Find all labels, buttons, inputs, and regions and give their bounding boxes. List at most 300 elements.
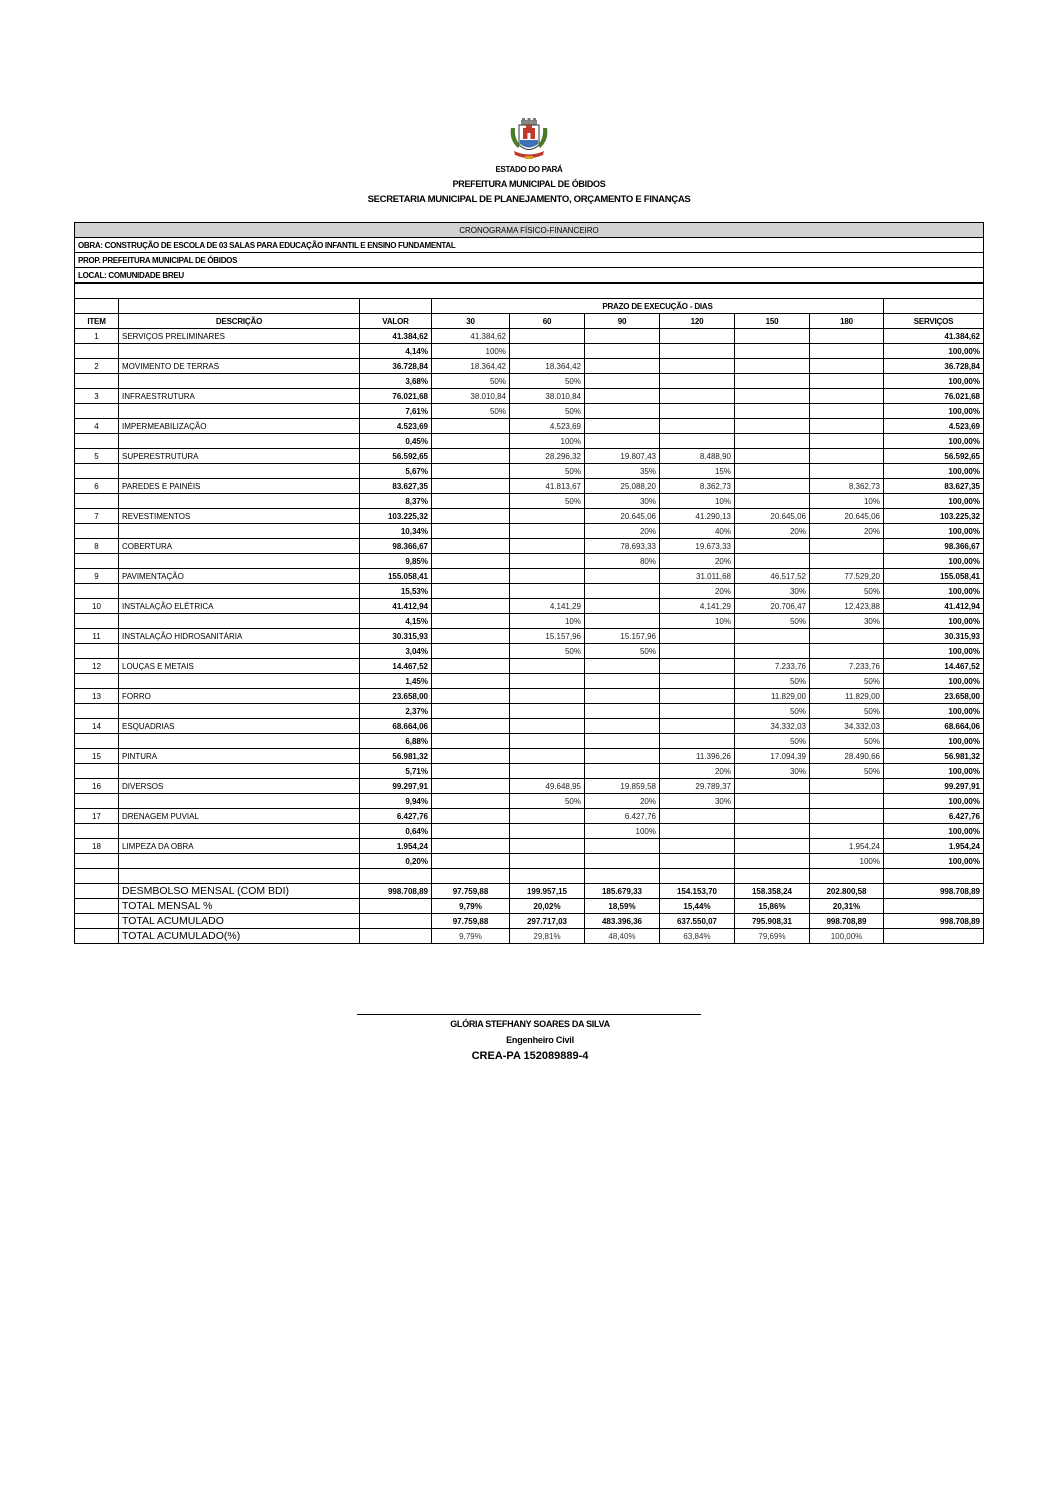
item-description: PINTURA <box>119 749 360 764</box>
period-value <box>585 419 660 434</box>
period-value <box>432 419 510 434</box>
item-services-total: 98.366,67 <box>884 539 984 554</box>
item-value-percent: 3,68% <box>360 374 432 389</box>
period-value: 18.364,42 <box>432 359 510 374</box>
header-blank <box>75 299 119 314</box>
item-percent-row <box>75 494 984 509</box>
period-value <box>810 329 884 344</box>
period-value <box>735 449 810 464</box>
totals-period-value: 15,44% <box>660 899 735 914</box>
period-percent: 10% <box>810 494 884 509</box>
period-percent <box>660 854 735 869</box>
period-percent: 20% <box>585 794 660 809</box>
period-value <box>660 809 735 824</box>
period-value: 28.490,66 <box>810 749 884 764</box>
department-name: SECRETARIA MUNICIPAL DE PLANEJAMENTO, ORÇAMENTO E FINANÇAS <box>367 194 691 205</box>
item-number: 1 <box>75 329 119 344</box>
item-percent-row <box>75 434 984 449</box>
totals-period-value: 63,84% <box>660 929 735 944</box>
item-number: 11 <box>75 629 119 644</box>
col-period-60: 60 <box>510 314 585 329</box>
item-description: PAVIMENTAÇÃO <box>119 569 360 584</box>
item-value-percent: 9,85% <box>360 554 432 569</box>
item-row <box>75 809 984 824</box>
period-value <box>432 659 510 674</box>
period-percent <box>660 344 735 359</box>
empty-cell <box>119 374 360 389</box>
period-value <box>432 629 510 644</box>
period-percent: 50% <box>510 464 585 479</box>
item-value-percent: 0,20% <box>360 854 432 869</box>
period-value: 41.290,13 <box>660 509 735 524</box>
period-value: 19.673,33 <box>660 539 735 554</box>
period-value <box>810 419 884 434</box>
item-services-total: 6.427,76 <box>884 809 984 824</box>
item-percent-row <box>75 614 984 629</box>
period-percent: 20% <box>660 764 735 779</box>
item-percent-row <box>75 854 984 869</box>
period-value <box>660 839 735 854</box>
period-value <box>510 569 585 584</box>
col-valor: VALOR <box>360 314 432 329</box>
empty-cell <box>75 884 119 899</box>
period-value: 20.645,06 <box>810 509 884 524</box>
period-percent: 100% <box>810 854 884 869</box>
item-number: 7 <box>75 509 119 524</box>
totals-period-value: 15,86% <box>735 899 810 914</box>
empty-cell <box>75 524 119 539</box>
empty-cell <box>75 899 119 914</box>
item-row <box>75 599 984 614</box>
col-period-180: 180 <box>810 314 884 329</box>
period-percent <box>735 464 810 479</box>
item-number: 18 <box>75 839 119 854</box>
item-value: 98.366,67 <box>360 539 432 554</box>
item-value-percent: 6,88% <box>360 734 432 749</box>
period-value <box>510 659 585 674</box>
period-value <box>432 569 510 584</box>
period-value <box>810 389 884 404</box>
period-percent <box>735 494 810 509</box>
item-description: ESQUADRIAS <box>119 719 360 734</box>
schedule-table <box>74 222 984 944</box>
item-services-percent: 100,00% <box>884 794 984 809</box>
period-percent: 30% <box>810 614 884 629</box>
period-percent <box>432 794 510 809</box>
item-services-total: 23.658,00 <box>884 689 984 704</box>
item-services-percent: 100,00% <box>884 494 984 509</box>
col-period-120: 120 <box>660 314 735 329</box>
item-services-percent: 100,00% <box>884 734 984 749</box>
period-value: 4.523,69 <box>510 419 585 434</box>
totals-period-value: 20,31% <box>810 899 884 914</box>
period-value: 78.693,33 <box>585 539 660 554</box>
period-value <box>432 509 510 524</box>
totals-label: TOTAL ACUMULADO(%) <box>119 929 360 944</box>
empty-cell <box>119 344 360 359</box>
item-services-total: 56.981,32 <box>884 749 984 764</box>
item-description: INSTALAÇÃO HIDROSANITÁRIA <box>119 629 360 644</box>
item-services-percent: 100,00% <box>884 824 984 839</box>
period-percent: 50% <box>432 374 510 389</box>
item-value: 14.467,52 <box>360 659 432 674</box>
empty-cell <box>360 869 432 884</box>
item-value-percent: 1,45% <box>360 674 432 689</box>
period-percent <box>510 734 585 749</box>
totals-period-value: 998.708,89 <box>810 914 884 929</box>
item-description: INSTALAÇÃO ELÉTRICA <box>119 599 360 614</box>
totals-services <box>884 899 984 914</box>
period-value: 7.233,76 <box>810 659 884 674</box>
item-value: 155.058,41 <box>360 569 432 584</box>
period-value: 4.141,29 <box>660 599 735 614</box>
item-services-total: 30.315,93 <box>884 629 984 644</box>
totals-value: 998.708,89 <box>360 884 432 899</box>
totals-period-value: 297.717,03 <box>510 914 585 929</box>
item-number: 8 <box>75 539 119 554</box>
item-number: 15 <box>75 749 119 764</box>
period-percent <box>585 614 660 629</box>
proponent-line: PROP. PREFEITURA MUNICIPAL DE ÓBIDOS <box>75 253 984 268</box>
period-percent <box>510 584 585 599</box>
item-value: 6.427,76 <box>360 809 432 824</box>
period-percent <box>735 404 810 419</box>
period-percent: 50% <box>432 404 510 419</box>
item-value: 36.728,84 <box>360 359 432 374</box>
empty-cell <box>119 614 360 629</box>
period-value <box>735 779 810 794</box>
period-value <box>510 539 585 554</box>
period-value <box>585 719 660 734</box>
period-value <box>585 839 660 854</box>
item-services-total: 4.523,69 <box>884 419 984 434</box>
period-percent: 20% <box>585 524 660 539</box>
item-value: 41.412,94 <box>360 599 432 614</box>
period-value <box>432 839 510 854</box>
item-services-total: 41.384,62 <box>884 329 984 344</box>
period-value <box>735 629 810 644</box>
item-row <box>75 359 984 374</box>
item-value: 99.297,91 <box>360 779 432 794</box>
empty-cell <box>585 869 660 884</box>
period-percent <box>510 854 585 869</box>
totals-value <box>360 929 432 944</box>
empty-cell <box>75 914 119 929</box>
item-value-percent: 15,53% <box>360 584 432 599</box>
item-percent-row <box>75 524 984 539</box>
empty-cell <box>660 869 735 884</box>
totals-row <box>75 884 984 899</box>
period-percent: 50% <box>810 734 884 749</box>
period-percent <box>432 464 510 479</box>
totals-value <box>360 914 432 929</box>
period-value: 15.157,96 <box>510 629 585 644</box>
period-percent: 10% <box>660 494 735 509</box>
period-percent: 30% <box>585 494 660 509</box>
item-value-percent: 4,15% <box>360 614 432 629</box>
period-percent <box>432 704 510 719</box>
empty-cell <box>75 434 119 449</box>
empty-cell <box>119 584 360 599</box>
period-value <box>810 359 884 374</box>
period-value: 38.010,84 <box>510 389 585 404</box>
item-percent-row <box>75 794 984 809</box>
item-number: 3 <box>75 389 119 404</box>
col-item: ITEM <box>75 314 119 329</box>
period-percent <box>432 764 510 779</box>
period-value <box>432 719 510 734</box>
header-blank <box>360 299 432 314</box>
period-percent: 50% <box>585 644 660 659</box>
signature-line <box>357 1014 701 1015</box>
item-services-total: 76.021,68 <box>884 389 984 404</box>
item-services-percent: 100,00% <box>884 644 984 659</box>
state-name: ESTADO DO PARÁ <box>495 165 563 174</box>
totals-period-value: 97.759,88 <box>432 884 510 899</box>
empty-cell <box>75 644 119 659</box>
period-value <box>585 749 660 764</box>
totals-period-value: 20,02% <box>510 899 585 914</box>
period-percent <box>510 554 585 569</box>
period-value: 20.645,06 <box>585 509 660 524</box>
empty-cell <box>75 674 119 689</box>
col-period-90: 90 <box>585 314 660 329</box>
item-value: 56.592,65 <box>360 449 432 464</box>
item-percent-row <box>75 704 984 719</box>
item-description: COBERTURA <box>119 539 360 554</box>
empty-cell <box>75 734 119 749</box>
item-description: REVESTIMENTOS <box>119 509 360 524</box>
item-description: SUPERESTRUTURA <box>119 449 360 464</box>
empty-cell <box>119 794 360 809</box>
period-percent: 50% <box>510 494 585 509</box>
item-services-percent: 100,00% <box>884 584 984 599</box>
item-row <box>75 689 984 704</box>
period-percent <box>735 554 810 569</box>
item-row <box>75 329 984 344</box>
period-value: 1.954,24 <box>810 839 884 854</box>
period-value <box>735 329 810 344</box>
period-value <box>660 419 735 434</box>
item-services-total: 68.664,06 <box>884 719 984 734</box>
period-percent <box>810 344 884 359</box>
item-description: DRENAGEM PUVIAL <box>119 809 360 824</box>
period-value: 11.396,26 <box>660 749 735 764</box>
period-value <box>735 419 810 434</box>
totals-period-value: 637.550,07 <box>660 914 735 929</box>
period-value <box>810 779 884 794</box>
period-percent <box>510 704 585 719</box>
item-row <box>75 659 984 674</box>
period-percent: 100% <box>510 434 585 449</box>
period-value: 46.517,52 <box>735 569 810 584</box>
totals-label: TOTAL ACUMULADO <box>119 914 360 929</box>
period-percent: 35% <box>585 464 660 479</box>
period-percent: 50% <box>735 674 810 689</box>
item-value-percent: 10,34% <box>360 524 432 539</box>
period-percent: 30% <box>735 764 810 779</box>
item-number: 4 <box>75 419 119 434</box>
item-description: LOUÇAS E METAIS <box>119 659 360 674</box>
item-percent-row <box>75 644 984 659</box>
location-line: LOCAL: COMUNIDADE BREU <box>75 268 984 284</box>
period-value <box>432 449 510 464</box>
period-percent <box>510 764 585 779</box>
period-percent <box>510 524 585 539</box>
empty-cell <box>884 869 984 884</box>
period-value: 41.384,62 <box>432 329 510 344</box>
empty-cell <box>119 404 360 419</box>
item-services-total: 103.225,32 <box>884 509 984 524</box>
period-percent <box>735 794 810 809</box>
period-percent <box>585 374 660 389</box>
empty-cell <box>75 824 119 839</box>
item-services-percent: 100,00% <box>884 614 984 629</box>
item-services-total: 36.728,84 <box>884 359 984 374</box>
item-services-total: 99.297,91 <box>884 779 984 794</box>
item-services-total: 41.412,94 <box>884 599 984 614</box>
period-percent <box>660 404 735 419</box>
totals-period-value: 185.679,33 <box>585 884 660 899</box>
totals-period-value: 202.800,58 <box>810 884 884 899</box>
period-percent <box>585 854 660 869</box>
signer-name: GLÓRIA STEFHANY SOARES DA SILVA <box>450 1019 610 1029</box>
period-value <box>585 359 660 374</box>
period-value <box>735 539 810 554</box>
period-value <box>510 329 585 344</box>
totals-row <box>75 914 984 929</box>
period-percent: 50% <box>510 374 585 389</box>
period-percent: 30% <box>660 794 735 809</box>
totals-period-value: 9,79% <box>432 929 510 944</box>
obra-line: OBRA: CONSTRUÇÃO DE ESCOLA DE 03 SALAS PARA EDUCAÇÃO INFANTIL E ENSINO FUNDAMENTAL <box>75 238 984 253</box>
period-value: 20.706,47 <box>735 599 810 614</box>
period-percent: 50% <box>735 734 810 749</box>
item-row <box>75 629 984 644</box>
period-value: 17.094,39 <box>735 749 810 764</box>
period-percent: 50% <box>510 794 585 809</box>
period-value <box>735 839 810 854</box>
period-value <box>510 839 585 854</box>
period-value: 41.813,67 <box>510 479 585 494</box>
item-description: MOVIMENTO DE TERRAS <box>119 359 360 374</box>
period-percent <box>432 524 510 539</box>
item-description: PAREDES E PAINÉIS <box>119 479 360 494</box>
col-period-150: 150 <box>735 314 810 329</box>
period-value <box>660 329 735 344</box>
period-value: 28.296,32 <box>510 449 585 464</box>
totals-period-value: 29,81% <box>510 929 585 944</box>
period-value: 77.529,20 <box>810 569 884 584</box>
empty-cell <box>75 464 119 479</box>
period-percent <box>660 644 735 659</box>
spacer-row <box>75 869 984 884</box>
period-percent: 30% <box>735 584 810 599</box>
period-value: 49.648,95 <box>510 779 585 794</box>
period-percent <box>660 374 735 389</box>
item-value-percent: 0,64% <box>360 824 432 839</box>
period-value <box>660 359 735 374</box>
item-number: 13 <box>75 689 119 704</box>
empty-cell <box>735 869 810 884</box>
item-services-percent: 100,00% <box>884 554 984 569</box>
empty-cell <box>75 374 119 389</box>
empty-cell <box>119 524 360 539</box>
item-number: 9 <box>75 569 119 584</box>
period-value: 34.332,03 <box>735 719 810 734</box>
item-row <box>75 389 984 404</box>
empty-cell <box>75 404 119 419</box>
period-value: 29.789,37 <box>660 779 735 794</box>
period-value: 4.141,29 <box>510 599 585 614</box>
period-percent <box>660 704 735 719</box>
period-percent <box>810 644 884 659</box>
period-percent: 15% <box>660 464 735 479</box>
period-value <box>810 629 884 644</box>
period-percent: 50% <box>810 674 884 689</box>
item-row <box>75 779 984 794</box>
totals-period-value: 9,79% <box>432 899 510 914</box>
col-servicos: SERVIÇOS <box>884 314 984 329</box>
item-percent-row <box>75 674 984 689</box>
period-percent: 50% <box>510 644 585 659</box>
item-row <box>75 719 984 734</box>
empty-cell <box>75 554 119 569</box>
item-value-percent: 4,14% <box>360 344 432 359</box>
empty-cell <box>119 494 360 509</box>
signer-registry: CREA-PA 152089889-4 <box>471 1050 589 1062</box>
period-percent <box>735 644 810 659</box>
period-percent: 100% <box>585 824 660 839</box>
period-value: 31.011,68 <box>660 569 735 584</box>
col-descricao: DESCRIÇÃO <box>119 314 360 329</box>
item-services-total: 1.954,24 <box>884 839 984 854</box>
period-percent <box>810 824 884 839</box>
period-percent <box>585 704 660 719</box>
item-value-percent: 9,94% <box>360 794 432 809</box>
header-blank <box>884 299 984 314</box>
item-value: 76.021,68 <box>360 389 432 404</box>
item-services-percent: 100,00% <box>884 344 984 359</box>
item-value-percent: 2,37% <box>360 704 432 719</box>
period-value <box>510 719 585 734</box>
item-row <box>75 569 984 584</box>
empty-cell <box>75 344 119 359</box>
item-services-total: 14.467,52 <box>884 659 984 674</box>
period-value <box>432 539 510 554</box>
totals-period-value: 100,00% <box>810 929 884 944</box>
period-value <box>735 479 810 494</box>
item-percent-row <box>75 554 984 569</box>
item-percent-row <box>75 404 984 419</box>
totals-row <box>75 899 984 914</box>
item-services-total: 56.592,65 <box>884 449 984 464</box>
period-percent <box>810 374 884 389</box>
item-number: 2 <box>75 359 119 374</box>
period-percent <box>585 584 660 599</box>
period-value <box>585 389 660 404</box>
empty-cell <box>75 704 119 719</box>
empty-cell <box>75 854 119 869</box>
coat-of-arms-logo <box>508 118 550 162</box>
item-row <box>75 839 984 854</box>
item-description: SERVIÇOS PRELIMINARES <box>119 329 360 344</box>
period-value <box>660 629 735 644</box>
empty-cell <box>75 869 119 884</box>
item-services-percent: 100,00% <box>884 374 984 389</box>
item-number: 17 <box>75 809 119 824</box>
item-number: 10 <box>75 599 119 614</box>
